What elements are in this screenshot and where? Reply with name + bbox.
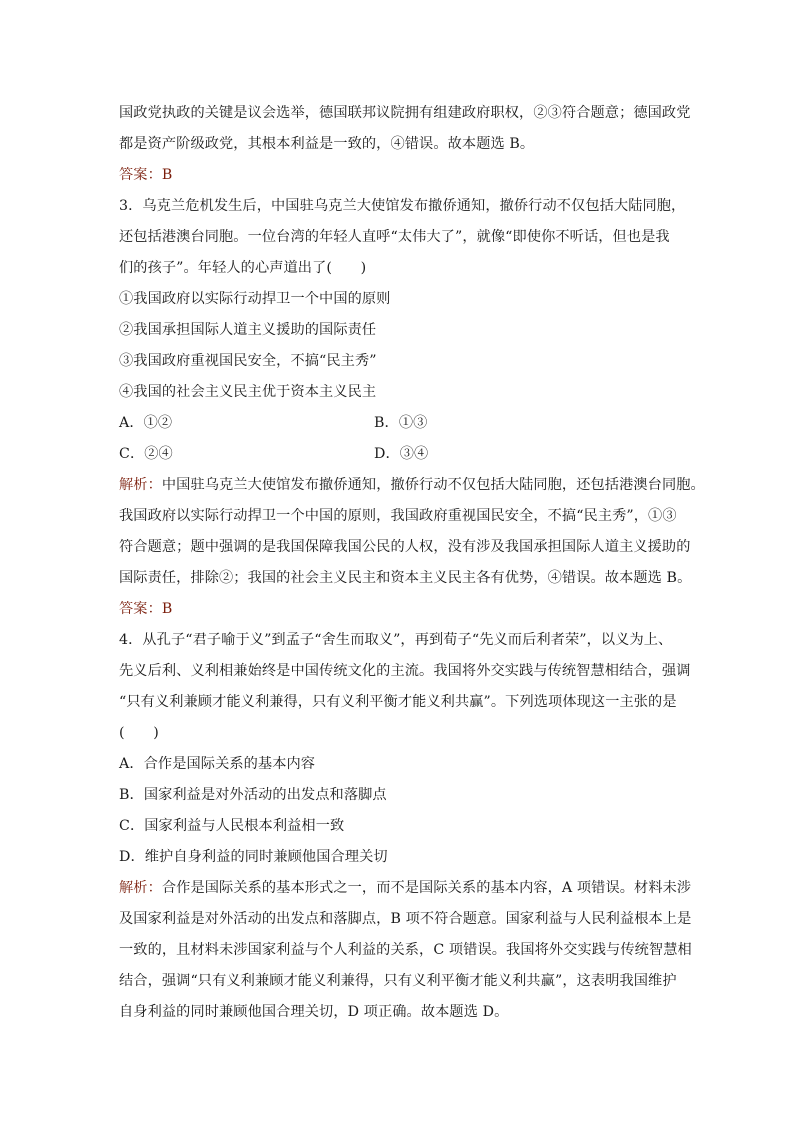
q3-options-row (119, 408, 689, 439)
q2-answer: 答案：B (119, 167, 173, 183)
q4-analysis-line: 及国家利益是对外活动的出发点和落脚点，B 项不符合题意。国家利益与人民利益根本上是 (119, 911, 692, 927)
q4-option-b: B．国家利益是对外活动的出发点和落脚点 (119, 787, 387, 803)
q3-analysis-line: 我国政府以实际行动捍卫一个中国的原则，我国政府重视国民安全，不搞“民主秀”，①③ (119, 508, 677, 524)
q3-item: ①我国政府以实际行动捍卫一个中国的原则 (119, 291, 391, 307)
q3-option-b: B．①③ (374, 415, 428, 431)
q4-option-d: D．维护自身利益的同时兼顾他国合理关切 (119, 849, 388, 865)
q4-analysis-label: 解析： (119, 880, 162, 896)
q3-item: ②我国承担国际人道主义援助的国际责任 (119, 322, 377, 338)
q3-option-c: C．②④ (119, 446, 173, 462)
q4-stem-line: 先义后利、义利相兼始终是中国传统文化的主流。我国将外交实践与传统智慧相结合，强调 (119, 663, 691, 679)
q3-item: ③我国政府重视国民安全，不搞“民主秀” (119, 353, 377, 369)
q4-analysis-line: 一致的，且材料未涉国家利益与个人利益的关系，C 项错误。我国将外交实践与传统智慧相 (119, 942, 692, 958)
q4-option-a: A．合作是国际关系的基本内容 (119, 756, 316, 772)
q2-analysis-line: 都是资产阶级政党，其根本利益是一致的，④错误。故本题选 B。 (119, 136, 535, 152)
document-content (119, 98, 705, 1028)
q3-analysis-text: 中国驻乌克兰大使馆发布撤侨通知，撤侨行动不仅包括大陆同胞，还包括港澳台同胞。 (161, 477, 705, 493)
q3-item: ④我国的社会主义民主优于资本主义民主 (119, 384, 377, 400)
q3-stem-line: 3．乌克兰危机发生后，中国驻乌克兰大使馆发布撤侨通知，撤侨行动不仅包括大陆同胞， (119, 198, 686, 214)
q4-analysis-line: 结合，强调“只有义利兼顾才能义利兼得，只有义利平衡才能义利共赢”，这表明我国维护 (119, 973, 677, 989)
q4-analysis-line (119, 873, 692, 904)
q3-options-row (119, 439, 689, 470)
q4-analysis-line: 自身利益的同时兼顾他国合理关切，D 项正确。故本题选 D。 (119, 1004, 509, 1020)
q3-stem-line: 们的孩子”。年轻人的心声道出了( ) (119, 260, 367, 276)
q3-analysis-line: 符合题意；题中强调的是我国保障我国公民的人权，没有涉及我国承担国际人道主义援助的 (119, 539, 691, 555)
q4-option-c: C．国家利益与人民根本利益相一致 (119, 818, 345, 834)
q3-analysis-line: 国际责任，排除②；我国的社会主义民主和资本主义民主各有优势，④错误。故本题选 B。 (119, 570, 692, 586)
q4-stem-line: 4．从孔子“君子喻于义”到孟子“舍生而取义”，再到荀子“先义而后利者荣”，以义为上、 (119, 632, 673, 648)
q2-analysis-line: 国政党执政的关键是议会选举，德国联邦议院拥有组建政府职权，②③符合题意；德国政党 (119, 105, 691, 121)
q3-option-d: D．③④ (374, 446, 429, 462)
q3-stem-line: 还包括港澳台同胞。一位台湾的年轻人直呼“太伟大了”，就像“即使你不听话，但也是我 (119, 229, 670, 245)
q3-analysis-line (119, 470, 705, 501)
q4-analysis-text: 合作是国际关系的基本形式之一，而不是国际关系的基本内容，A 项错误。材料未涉 (161, 880, 692, 896)
q3-option-a: A．①② (119, 415, 173, 431)
q3-answer: 答案：B (119, 601, 173, 617)
q3-analysis-label: 解析： (119, 477, 162, 493)
q4-stem-line: “只有义利兼顾才能义利兼得，只有义利平衡才能义利共赢”。下列选项体现这一主张的是 (119, 694, 677, 710)
q4-stem-line: ( ) (119, 725, 159, 741)
